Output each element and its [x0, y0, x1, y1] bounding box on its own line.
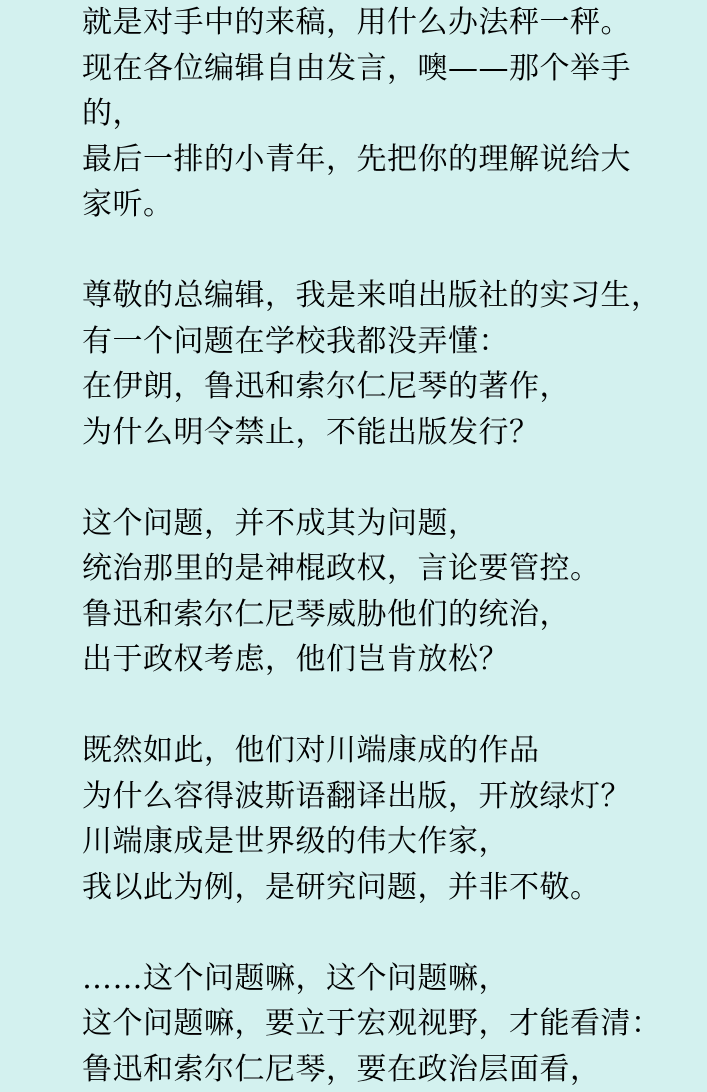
stanza-5 [82, 956, 692, 1092]
text-line: 尊敬的总编辑，我是来咱出版社的实习生， [82, 273, 692, 319]
poem-text [82, 0, 692, 1092]
stanza-2 [82, 273, 692, 455]
text-line: 现在各位编辑自由发言，噢——那个举手 [82, 46, 692, 92]
stanza-gap [82, 683, 692, 729]
stanza-gap [82, 228, 692, 274]
text-line: 这个问题嘛，要立于宏观视野，才能看清： [82, 1001, 692, 1047]
text-line: 为什么明令禁止，不能出版发行？ [82, 410, 692, 456]
text-line: 我以此为例，是研究问题，并非不敬。 [82, 865, 692, 911]
text-line: ……这个问题嘛，这个问题嘛， [82, 956, 692, 1002]
text-line: 的， [82, 91, 692, 137]
text-line: 家听。 [82, 182, 692, 228]
text-line: 有一个问题在学校我都没弄懂： [82, 319, 692, 365]
text-line: 川端康成是世界级的伟大作家， [82, 819, 692, 865]
text-line: 最后一排的小青年，先把你的理解说给大 [82, 137, 692, 183]
stanza-3 [82, 501, 692, 683]
text-line: 就是对手中的来稿，用什么办法秤一秤。 [82, 0, 692, 46]
text-line: 为什么容得波斯语翻译出版，开放绿灯？ [82, 774, 692, 820]
stanza-4 [82, 728, 692, 910]
text-line: 鲁迅和索尔仁尼琴，要在政治层面看， [82, 1047, 692, 1092]
text-line: 统治那里的是神棍政权，言论要管控。 [82, 546, 692, 592]
text-line: 鲁迅和索尔仁尼琴威胁他们的统治， [82, 592, 692, 638]
stanza-gap [82, 455, 692, 501]
text-line: 这个问题，并不成其为问题， [82, 501, 692, 547]
text-line: 在伊朗，鲁迅和索尔仁尼琴的著作， [82, 364, 692, 410]
stanza-gap [82, 910, 692, 956]
text-line: 出于政权考虑，他们岂肯放松？ [82, 637, 692, 683]
text-line: 既然如此，他们对川端康成的作品 [82, 728, 692, 774]
stanza-1 [82, 0, 692, 228]
